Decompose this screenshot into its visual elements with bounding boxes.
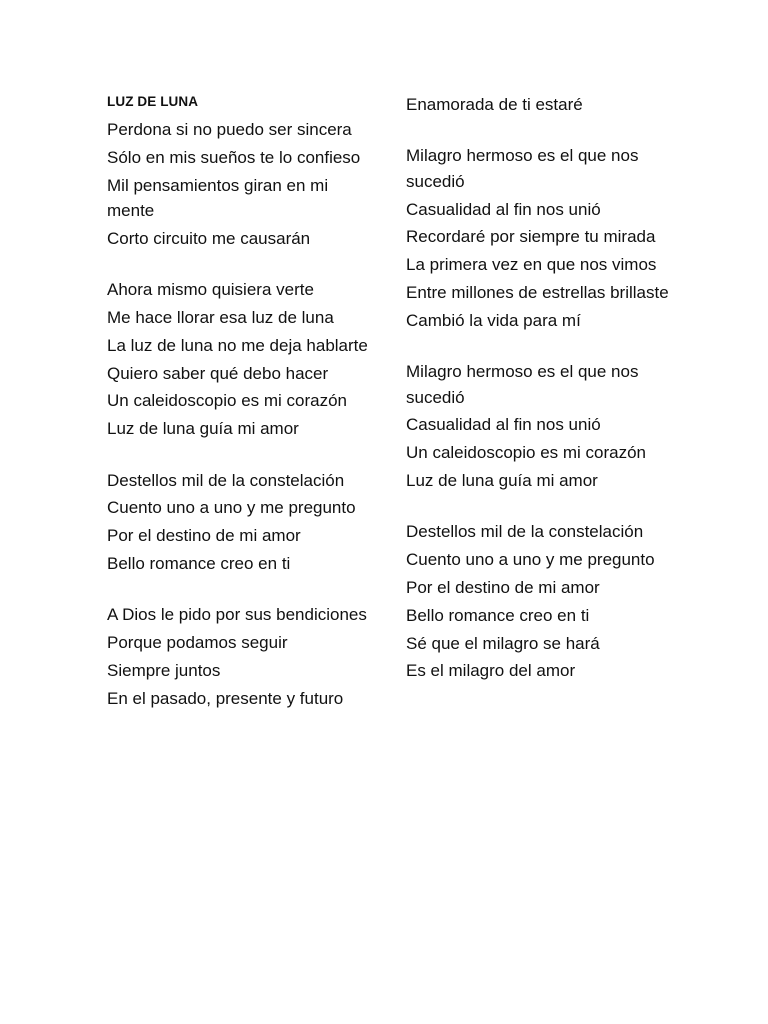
lyric-line: A Dios le pido por sus bendiciones xyxy=(107,605,367,625)
left-column xyxy=(107,88,375,714)
lyric-line: Cambió la vida para mí xyxy=(406,310,581,330)
stanza-1 xyxy=(107,117,375,251)
lyric-line: Destellos mil de la constelación xyxy=(107,470,345,490)
lyric-line: Enamorada de ti estaré xyxy=(406,95,583,114)
lyric-line: Mil pensamientos giran en mi mente xyxy=(107,175,329,220)
lyric-line: Destellos mil de la constelación xyxy=(406,522,644,542)
lyric-line: Un caleidoscopio es mi corazón xyxy=(406,443,647,463)
lyric-line: Corto circuito me causarán xyxy=(107,228,311,248)
lyric-line: Me hace llorar esa luz de luna xyxy=(107,308,334,327)
stanza-4 xyxy=(107,602,375,711)
stanza-7 xyxy=(406,359,676,493)
lyric-line: Es el milagro del amor xyxy=(406,661,576,681)
lyric-line: Sólo en mis sueños te lo confieso xyxy=(107,147,361,167)
stanza-6 xyxy=(406,143,676,333)
stanza-8 xyxy=(406,519,676,683)
lyric-line: Perdona si no puedo ser sincera xyxy=(107,120,352,139)
lyric-line: Luz de luna guía mi amor xyxy=(107,419,299,439)
stanza-2 xyxy=(107,277,375,441)
lyric-line: Por el destino de mi amor xyxy=(406,578,600,597)
lyric-line: Sé que el milagro se hará xyxy=(406,633,600,653)
lyric-line: Cuento uno a uno y me pregunto xyxy=(107,498,356,518)
lyric-line: Cuento uno a uno y me pregunto xyxy=(406,550,655,570)
lyric-line: Recordaré por siempre tu mirada xyxy=(406,227,656,247)
lyric-line: Ahora mismo quisiera verte xyxy=(107,280,314,300)
lyric-line: La primera vez en que nos vimos xyxy=(406,255,657,275)
lyric-line: Siempre juntos xyxy=(107,660,221,680)
lyric-line: Porque podamos seguir xyxy=(107,633,288,653)
lyric-line: Entre millones de estrellas brillaste xyxy=(406,283,669,302)
right-column xyxy=(406,88,676,686)
stanza-5 xyxy=(406,92,676,117)
lyric-line: La luz de luna no me deja hablarte xyxy=(107,335,368,355)
lyric-line: Quiero saber qué debo hacer xyxy=(107,363,329,383)
lyric-line: Un caleidoscopio es mi corazón xyxy=(107,391,348,411)
lyric-line: Milagro hermoso es el que nos sucedió xyxy=(406,146,639,191)
lyric-line: Bello romance creo en ti xyxy=(406,605,590,625)
lyric-line: Casualidad al fin nos unió xyxy=(406,415,601,435)
lyric-line: Bello romance creo en ti xyxy=(107,553,291,573)
lyric-line: Casualidad al fin nos unió xyxy=(406,199,601,219)
lyric-line: Luz de luna guía mi amor xyxy=(406,471,598,490)
stanza-3 xyxy=(107,468,375,577)
lyric-line: En el pasado, presente y futuro xyxy=(107,688,344,708)
song-title: LUZ DE LUNA xyxy=(107,94,199,109)
lyric-line: Por el destino de mi amor xyxy=(107,526,301,546)
lyric-line: Milagro hermoso es el que nos sucedió xyxy=(406,362,639,407)
